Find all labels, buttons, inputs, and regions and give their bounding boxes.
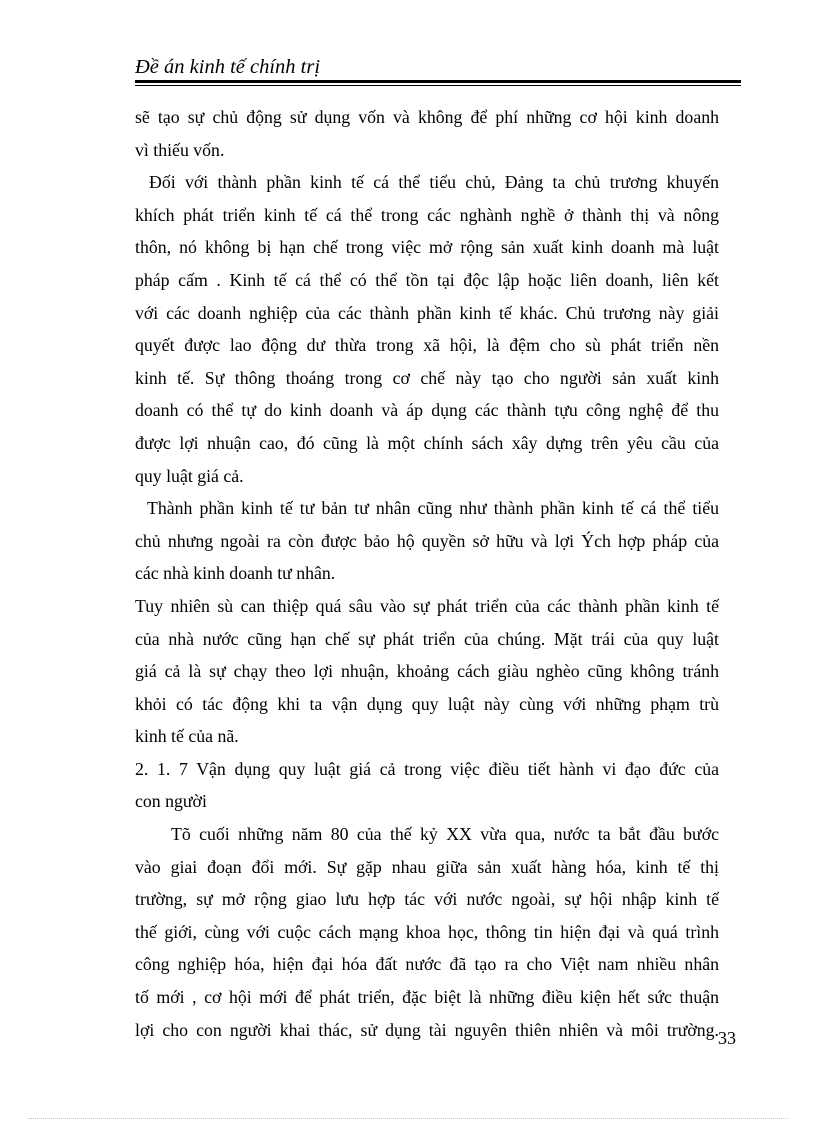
- text-line: 2. 1. 7 Vận dụng quy luật giá cả trong việc điều tiết hành vi đạo đức của: [135, 758, 719, 779]
- text-line: với các doanh nghiệp của các thành phần kinh tế khác. Chủ trương này giải: [135, 302, 719, 323]
- text-line: con người: [135, 791, 207, 812]
- text-line: của nhà nước cũng hạn chế sự phát triển của chúng. Mặt trái của quy luật: [135, 628, 719, 649]
- header-rule: [135, 80, 741, 83]
- text-line: tố mới , cơ hội mới để phát triển, đặc biệt là những điều kiện hết sức thuận: [135, 987, 719, 1008]
- text-line: công nghiệp hóa, hiện đại hóa đất nước đã tạo ra cho Việt nam nhiều nhân: [135, 954, 719, 975]
- text-line: sẽ tạo sự chủ động sử dụng vốn và không để phí những cơ hội kinh doanh: [135, 107, 719, 127]
- text-line: Tõ cuối những năm 80 của thế kỷ XX vừa qua, nước ta bắt đầu bước: [171, 824, 719, 845]
- page-bottom-border: [28, 1118, 788, 1119]
- body-text: [135, 101, 719, 1046]
- text-line: doanh có thể tự do kinh doanh và áp dụng các thành tựu công nghệ để thu: [135, 400, 719, 421]
- text-line: chủ nhưng ngoài ra còn được bảo hộ quyền sở hữu và lợi Ých hợp pháp của: [135, 530, 719, 551]
- text-line: khích phát triển kinh tế cá thể trong các nghành nghề ở thành thị và nông: [135, 204, 719, 225]
- text-line: quyết được lao động dư thừa trong xã hội, là đệm cho sù phát triển nền: [135, 335, 719, 356]
- text-line: thôn, nó không bị hạn chế trong việc mở rộng sản xuất kinh doanh mà luật: [135, 237, 719, 258]
- text-line: quy luật giá cả.: [135, 465, 244, 486]
- text-line: lợi cho con người khai thác, sử dụng tài nguyên thiên nhiên và môi trường.: [135, 1019, 719, 1040]
- text-line: vì thiếu vốn.: [135, 139, 225, 160]
- text-line: thế giới, cùng với cuộc cách mạng khoa học, thông tin hiện đại và quá trình: [135, 921, 719, 942]
- text-line: khỏi có tác động khi ta vận dụng quy luật này cùng với những phạm trù: [135, 693, 719, 714]
- text-line: các nhà kinh doanh tư nhân.: [135, 563, 336, 584]
- text-line: pháp cấm . Kinh tế cá thể có thể tồn tại độc lập hoặc liên doanh, liên kết: [135, 269, 719, 290]
- text-line: Tuy nhiên sù can thiệp quá sâu vào sự phát triển của các thành phần kinh tế: [135, 595, 719, 616]
- text-line: kinh tế của nã.: [135, 726, 239, 747]
- text-line: giá cả là sự chạy theo lợi nhuận, khoảng cách giàu nghèo cũng không tránh: [135, 661, 719, 682]
- text-line: Đối với thành phần kinh tế cá thể tiểu chủ, Đảng ta chủ trương khuyến: [149, 172, 719, 193]
- text-line: được lợi nhuận cao, đó cũng là một chính sách xây dựng trên yêu cầu của: [135, 432, 719, 453]
- text-line: trường, sự mở rộng giao lưu hợp tác với nước ngoài, sự hội nhập kinh tế: [135, 889, 719, 910]
- text-line: kinh tế. Sự thông thoáng trong cơ chế này tạo cho người sản xuất kinh: [135, 367, 719, 388]
- header-rule-thin: [135, 85, 741, 86]
- text-line: Thành phần kinh tế tư bản tư nhân cũng như thành phần kinh tế cá thể tiểu: [147, 498, 719, 519]
- text-line: vào giai đoạn đổi mới. Sự gặp nhau giữa sản xuất hàng hóa, kinh tế thị: [135, 856, 719, 877]
- running-header-title: Đề án kinh tế chính trị: [135, 56, 321, 78]
- page-number: 33: [718, 1028, 736, 1048]
